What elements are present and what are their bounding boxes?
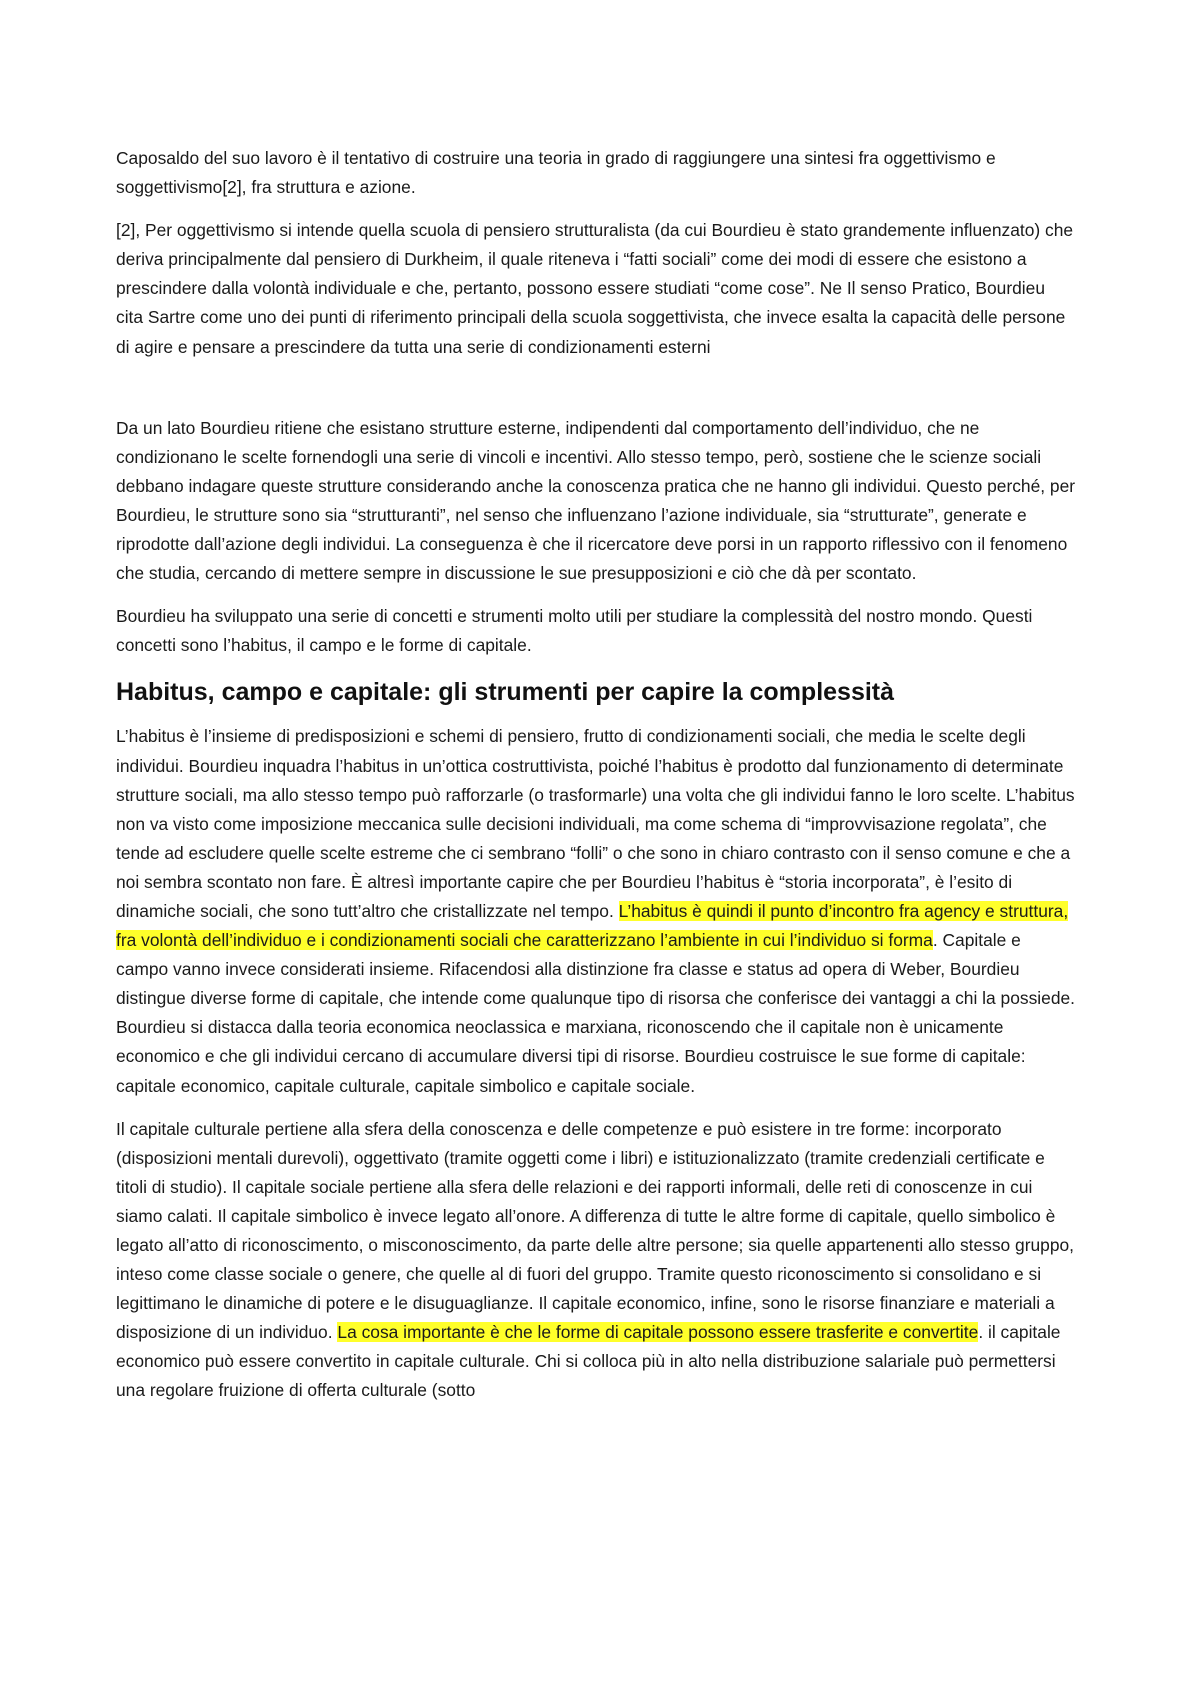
paragraph-intro: Caposaldo del suo lavoro è il tentativo di costruire una teoria in grado di raggiungere una sintesi fra oggettivismo e soggettivismo[2], fra struttura e azione. [116,148,996,198]
document-page [116,144,1076,1406]
section-heading: Habitus, campo e capitale: gli strumenti per capire la complessità [116,678,895,707]
paragraph-strutture [116,414,1076,589]
paragraph-habitus-before: L’habitus è l’insieme di predisposizioni e schemi di pensiero, frutto di condizionamenti sociali, che media le scelte degli individui. Bourdieu inquadra l’habitus in un’ottica costruttivista, poiché l’habitus è prodotto dal funzionamento di determinate strutture sociali, ma allo stesso tempo può rafforzarle (o trasformarle) una volta che gli individui fanno le loro scelte. L’habitus non va visto come imposizione meccanica sulle decisioni individuali, ma come schema di “improvvisazione regolata”, che tende ad escludere quelle scelte estreme che ci sembrano “folli” o che sono in chiaro contrasto con il senso comune e che a noi sembra scontato non fare. È altresì importante capire che per Bourdieu l’habitus è “storia incorporata”, è l’esito di dinamiche sociali, che sono tutt’altro che cristallizzate nel tempo. [116,726,1075,921]
paragraph-habitus-after: . Capitale e campo vanno invece considerati insieme. Rifacendosi alla distinzione fra classe e status ad opera di Weber, Bourdieu distingue diverse forme di capitale, che intende come qualunque tipo di risorsa che conferisce dei vantaggi a chi la possiede. Bourdieu si distacca dalla teoria economica neoclassica e marxiana, riconoscendo che il capitale non è unicamente economico e che gli individui cercano di accumulare diversi tipi di risorse. Bourdieu costruisce le sue forme di capitale: capitale economico, capitale culturale, capitale simbolico e capitale sociale. [116,930,1075,1096]
paragraph-capitale [116,1115,1076,1406]
paragraph-strutture-text: Da un lato Bourdieu ritiene che esistano strutture esterne, indipendenti dal comportamento dell’individuo, che ne condizionano le scelte fornendogli una serie di vincoli e incentivi. Allo stesso tempo, però, sostiene che le scienze sociali debbano indagare queste strutture considerando anche la conoscenza pratica che ne hanno gli individui. Questo perché, per Bourdieu, le strutture sono sia “strutturanti”, nel senso che influenzano l’azione individuale, sia “strutturate”, generate e riprodotte dall’azione degli individui. La conseguenza è che il ricercatore deve porsi in un rapporto riflessivo con il fenomeno che studia, cercando di mettere sempre in discussione le sue presupposizioni e ciò che dà per scontato. [116,417,1076,584]
footnote-2: [2], Per oggettivismo si intende quella scuola di pensiero strutturalista (da cui Bourdieu è stato grandemente influenzato) che deriva principalmente dal pensiero di Durkheim, il quale riteneva i “fatti sociali” come dei modi di essere che esistono a prescindere dalla volontà individuale e che, pertanto, possono essere studiati “come cose”. Ne Il senso Pratico, Bourdieu cita Sartre come uno dei punti di riferimento principali della scuola soggettivista, che invece esalta la capacità delle persone di agire e pensare a prescindere da tutta una serie di condizionamenti esterni [116,220,1074,357]
paragraph-capitale-before: Il capitale culturale pertiene alla sfera della conoscenza e delle competenze e può esistere in tre forme: incorporato (disposizioni mentali durevoli), oggettivato (tramite oggetti come i libri) e istituzionalizzato (tramite credenziali certificate e titoli di studio). Il capitale sociale pertiene alla sfera delle relazioni e dei rapporti informali, delle reti di conoscenze in cui siamo calati. Il capitale simbolico è invece legato all’onore. A differenza di tutte le altre forme di capitale, quello simbolico è legato all’atto di riconoscimento, o misconoscimento, da parte delle altre persone; sia quelle appartenenti allo stesso gruppo, inteso come classe sociale o genere, che quelle al di fuori del gruppo. Tramite questo riconoscimento si consolidano e si legittimano le dinamiche di potere e le disuguaglianze. Il capitale economico, infine, sono le risorse finanziare e materiali a disposizione di un individuo. [116,1118,1075,1343]
paragraph-concetti: Bourdieu ha sviluppato una serie di concetti e strumenti molto utili per studiare la complessità del nostro mondo. Questi concetti sono l’habitus, il campo e le forme di capitale. [116,606,1033,656]
paragraph-capitale-after: . il capitale economico può essere convertito in capitale culturale. Chi si colloca più in alto nella distribuzione salariale può permettersi una regolare fruizione di offerta culturale (sotto [116,1322,1061,1401]
highlighted-text-habitus: L’habitus è quindi il punto d’incontro fra agency e struttura, fra volontà dell’individuo e i condizionamenti sociali che caratterizzano l’ambiente in cui l’individuo si forma [116,900,1069,951]
paragraph-habitus [116,722,1076,1100]
highlighted-text-capitale: La cosa importante è che le forme di capitale possono essere trasferite e convertite [337,1322,979,1343]
